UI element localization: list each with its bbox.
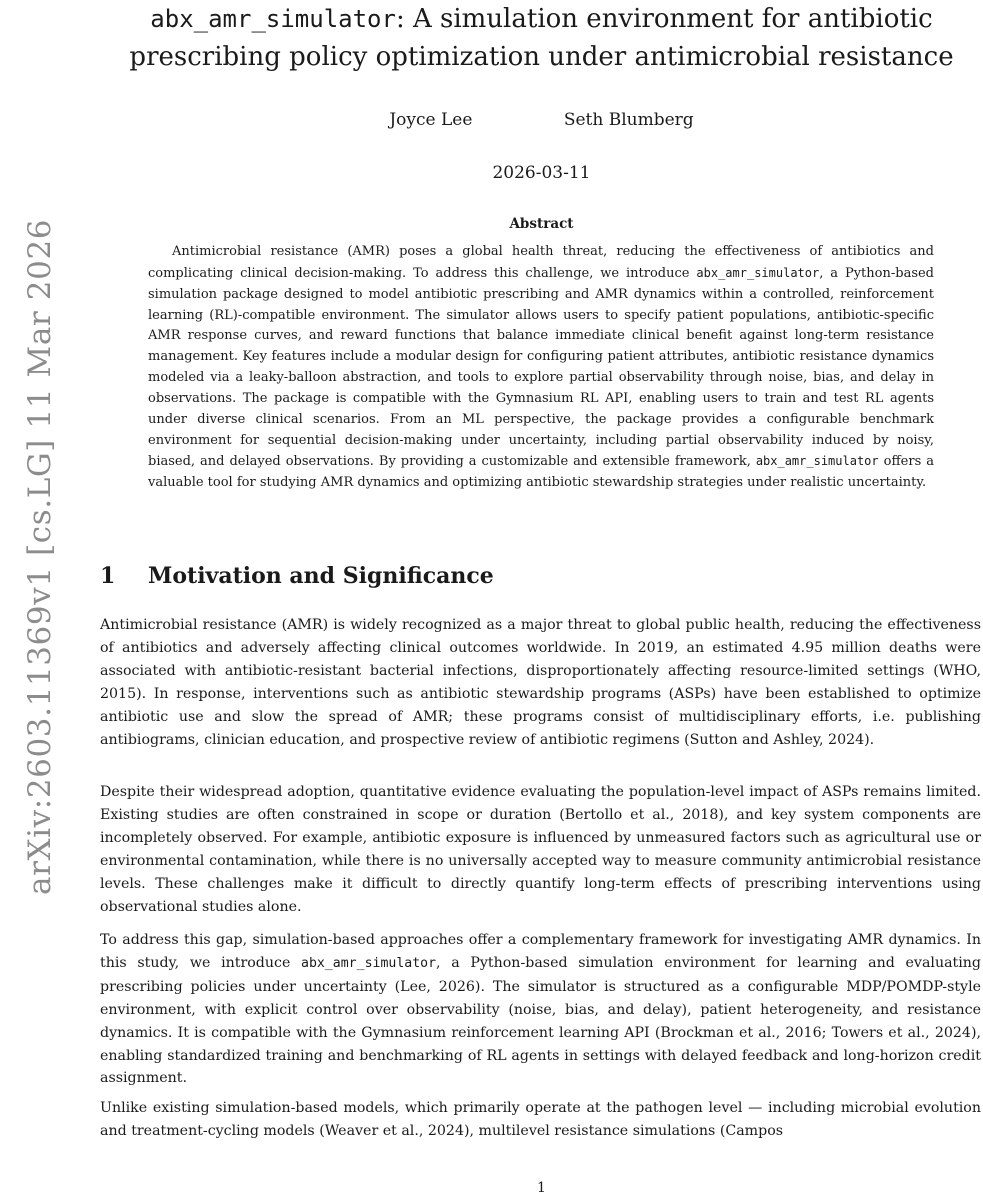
author-list: [100, 110, 983, 130]
body-paragraph: Unlike existing simulation-based models, which primarily operate at the pathogen level — including microbial evolution and treatment-cycling models (Weaver et al., 2024), multilevel resistance simulations (Campos: [100, 1100, 981, 1139]
abstract-heading: Abstract: [509, 216, 574, 232]
abstract-text: , a Python-based simulation package designed to model antibiotic prescribing and AMR dynamics within a controlled, reinforcement learning (RL)-compatible environment. The simulator allows users to specify patient populations, antibiotic-specific AMR response curves, and reward functions that balance immediate clinical benefit against long-term resistance management. Key features include a modular design for configuring patient attributes, antibiotic resistance dynamics modeled via a leaky-balloon abstraction, and tools to explore partial observability through noise, bias, and delay in observations. The package is compatible with the Gymnasium RL API, enabling users to train and test RL agents under diverse clinical scenarios. From an ML perspective, the package provides a configurable benchmark environment for sequential decision-making under uncertainty, including partial observability induced by noisy, biased, and delayed observations. By providing a customizable and extensible framework,: [148, 265, 935, 470]
paragraph-text: To address this gap, simulation-based approaches offer a complementary framework for investigating AMR dynamics. In this study, we introduce: [100, 932, 981, 971]
paragraph-text: , a Python-based simulation environment for learning and evaluating prescribing policies under uncertainty (Lee, 2026). The simulator is structured as a configurable MDP/POMDP-style environment, with explicit control over observability (noise, bias, and delay), patient heterogeneity, and resistance dynamics. It is compatible with the Gymnasium reinforcement learning API (Brockman et al., 2016; Towers et al., 2024), enabling standardized training and benchmarking of RL agents in settings with delayed feedback and long-horizon credit assignment.: [100, 954, 981, 1087]
inline-package-name: abx_amr_simulator: [301, 955, 437, 971]
section-heading: [100, 563, 494, 589]
publication-date: 2026-03-11: [492, 163, 591, 183]
abstract-text: Antimicrobial resistance (AMR) poses a global health threat, reducing the effectiveness of antibiotics and complicating clinical decision-making. To address this challenge, we introduce: [148, 244, 934, 281]
abstract-package-name: abx_amr_simulator: [696, 265, 820, 280]
author-name: Seth Blumberg: [563, 110, 694, 130]
body-paragraph: Antimicrobial resistance (AMR) is widely recognized as a major threat to global public health, reducing the effectiveness of antibiotics and adversely affecting clinical outcomes worldwide. In 2019, an estimated 4.95 million deaths were associated with antibiotic-resistant bacterial infections, disproportionately affecting resource-limited settings (WHO, 2015). In response, interventions such as antibiotic stewardship programs (ASPs) have been established to optimize antibiotic use and slow the spread of AMR; these programs consist of multidisciplinary efforts, i.e. publishing antibiograms, clinician education, and prospective review of antibiotic regimens (Sutton and Ashley, 2024).: [100, 617, 981, 748]
page-number: 1: [537, 1180, 546, 1196]
abstract-text: offers a valuable tool for studying AMR dynamics and optimizing antibiotic stewardship strategies under realistic uncertainty.: [148, 454, 934, 491]
paper-title: [100, 0, 983, 76]
arxiv-identifier-stamp: arXiv:2603.11369v1 [cs.LG] 11 Mar 2026: [22, 218, 58, 895]
abstract-body: [148, 242, 934, 494]
abstract-package-name: abx_amr_simulator: [755, 454, 879, 469]
body-paragraph: [100, 929, 981, 1090]
section-number: 1: [100, 563, 116, 589]
author-name: Joyce Lee: [389, 110, 473, 130]
body-paragraph: Despite their widespread adoption, quantitative evidence evaluating the population-level impact of ASPs remains limited. Existing studies are often constrained in scope or duration (Bertollo et al., 2018), and key system components are incompletely observed. For example, antibiotic exposure is influenced by unmeasured factors such as agricultural use or environmental contamination, while there is no universally accepted way to measure community antimicrobial resistance levels. These challenges make it difficult to directly quantify long-term effects of prescribing interventions using observational studies alone.: [100, 784, 981, 915]
title-text: : A simulation environment for antibiotic prescribing policy optimization under antimicrobial resistance: [129, 4, 954, 72]
section-title: Motivation and Significance: [148, 563, 494, 589]
title-package-name: abx_amr_simulator: [150, 5, 396, 33]
